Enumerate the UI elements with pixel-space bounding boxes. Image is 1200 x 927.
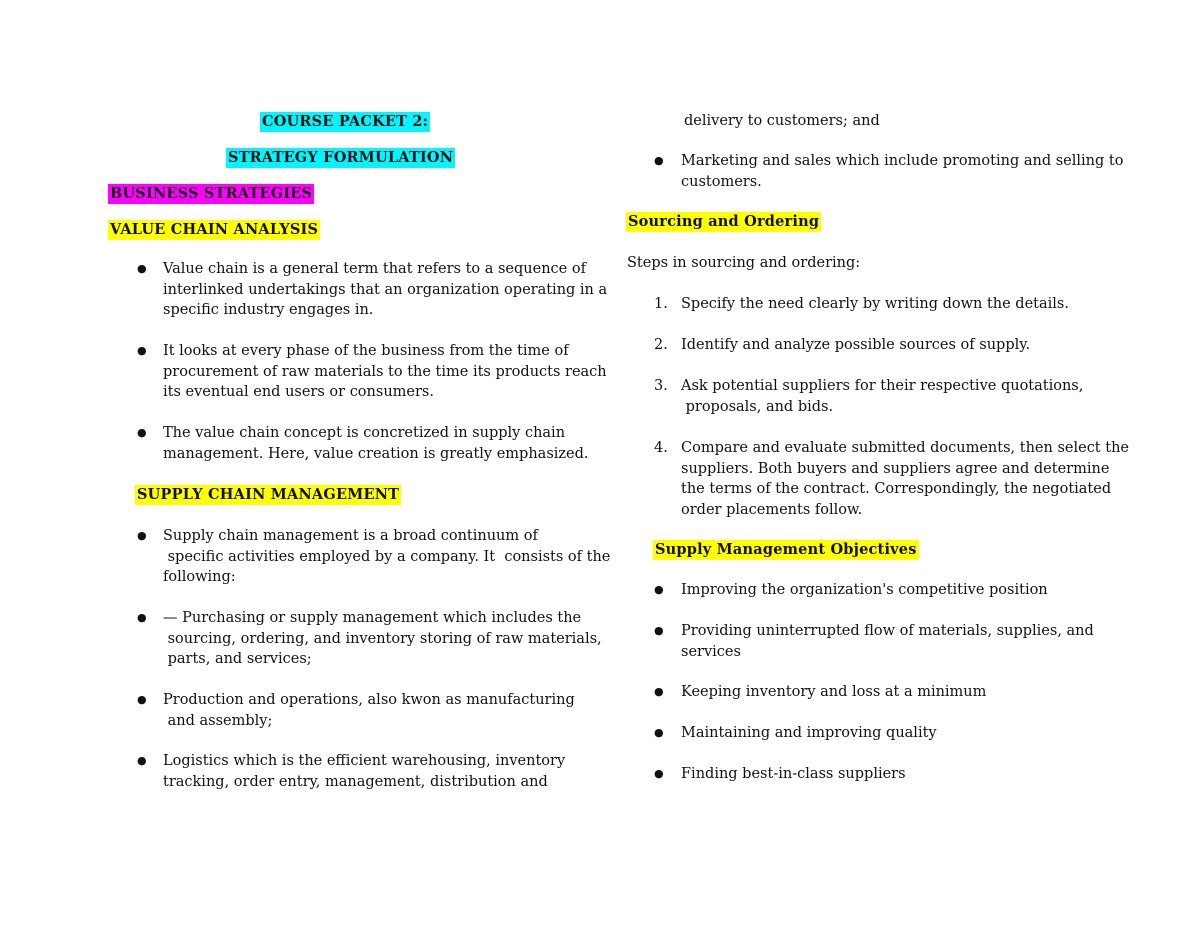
vca-bullet-3: The value chain concept is concretized in supply chain management. Here, value creation is greatly emphasized. — [163, 425, 589, 462]
objective-3: Keeping inventory and loss at a minimum — [681, 684, 987, 700]
business-strategies-heading: BUSINESS STRATEGIES — [110, 185, 313, 202]
bullet-icon: ● — [137, 754, 147, 767]
bullet-icon: ● — [137, 611, 147, 624]
step-number: 1. — [654, 296, 668, 312]
objective-4: Maintaining and improving quality — [681, 725, 937, 741]
sourcing-ordering-heading: Sourcing and Ordering — [628, 213, 820, 230]
bullet-icon: ● — [654, 726, 664, 739]
continuation-text: delivery to customers; and — [684, 113, 880, 129]
bullet-icon: ● — [137, 262, 147, 275]
scm-bullet-4: Logistics which is the efficient warehousing, inventory tracking, order entry, management, distribution and — [163, 753, 566, 790]
bullet-icon: ● — [137, 344, 147, 357]
scm-bullet-3: Production and operations, also kwon as manufacturing and assembly; — [163, 692, 575, 729]
step-4: Compare and evaluate submitted documents, then select the suppliers. Both buyers and suppliers agree and determine the terms of the contract. Correspondingly, the negotiated order placements follow. — [681, 440, 1129, 518]
supply-chain-management-heading: SUPPLY CHAIN MANAGEMENT — [137, 486, 400, 503]
bullet-icon: ● — [137, 693, 147, 706]
step-1: Specify the need clearly by writing down the details. — [681, 296, 1069, 312]
bullet-icon: ● — [654, 685, 664, 698]
scm-bullet-1: Supply chain management is a broad continuum of specific activities employed by a company. It consists of the following: — [163, 528, 611, 585]
strategy-formulation-title: STRATEGY FORMULATION — [228, 149, 454, 166]
vca-bullet-1: Value chain is a general term that refers to a sequence of interlinked undertakings that an organization operating in a specific industry engages in. — [163, 261, 608, 318]
steps-intro: Steps in sourcing and ordering: — [627, 255, 861, 271]
step-2: Identify and analyze possible sources of supply. — [681, 337, 1031, 353]
scm-bullet-2: — Purchasing or supply management which includes the sourcing, ordering, and inventory storing of raw materials, parts, and services; — [163, 610, 602, 667]
bullet-icon: ● — [654, 154, 664, 167]
step-number: 3. — [654, 378, 668, 394]
course-packet-title: COURSE PACKET 2: — [262, 113, 429, 130]
bullet-icon: ● — [137, 529, 147, 542]
bullet-icon: ● — [137, 426, 147, 439]
objective-1: Improving the organization's competitive position — [681, 582, 1048, 598]
supply-management-objectives-heading: Supply Management Objectives — [655, 541, 917, 558]
vca-bullet-2: It looks at every phase of the business from the time of procurement of raw materials to the time its products reach its eventual end users or consumers. — [163, 343, 607, 400]
value-chain-analysis-heading: VALUE CHAIN ANALYSIS — [110, 221, 319, 238]
step-number: 2. — [654, 337, 668, 353]
bullet-icon: ● — [654, 624, 664, 637]
objective-2: Providing uninterrupted flow of materials, supplies, and services — [681, 623, 1094, 660]
marketing-bullet: Marketing and sales which include promoting and selling to customers. — [681, 153, 1124, 190]
step-3: Ask potential suppliers for their respective quotations, proposals, and bids. — [681, 378, 1084, 415]
bullet-icon: ● — [654, 767, 664, 780]
bullet-icon: ● — [654, 583, 664, 596]
objective-5: Finding best-in-class suppliers — [681, 766, 906, 782]
step-number: 4. — [654, 440, 668, 456]
